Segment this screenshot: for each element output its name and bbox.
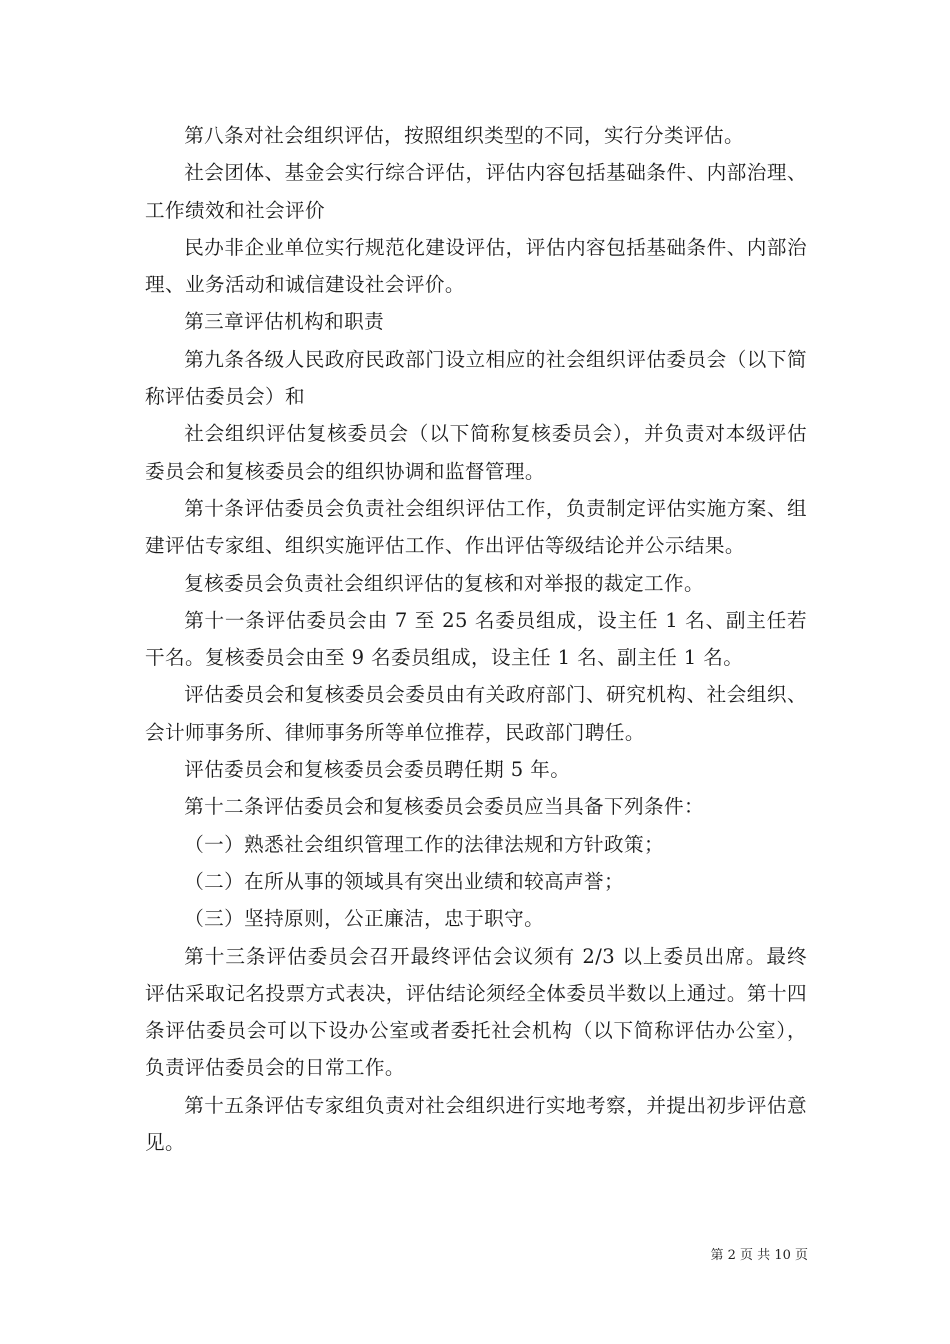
paragraph-article-9: 第九条各级人民政府民政部门设立相应的社会组织评估委员会（以下简称评估委员会）和 — [145, 347, 807, 409]
list-item-condition-3: （三）坚持原则，公正廉洁，忠于职守。 — [184, 907, 545, 931]
paragraph-article-13-14: 第十三条评估委员会召开最终评估会议须有 2/3 以上委员出席。最终评估采取记名投票方式表决，评估结论须经全体委员半数以上通过。第十四条评估委员会可以下设办公室或者委托社会机构（以下简称评估办公室），负责评估委员会的日常工作。 — [145, 944, 807, 1080]
list-item-condition-2: （二）在所从事的领域具有突出业绩和较高声誉； — [184, 869, 625, 893]
paragraph-article-15: 第十五条评估专家组负责对社会组织进行实地考察，并提出初步评估意见。 — [145, 1093, 807, 1155]
paragraph-social-groups-evaluation: 社会团体、基金会实行综合评估，评估内容包括基础条件、内部治理、工作绩效和社会评价 — [145, 161, 807, 222]
chapter-3-heading: 第三章评估机构和职责 — [184, 310, 385, 334]
paragraph-article-12: 第十二条评估委员会和复核委员会委员应当具备下列条件： — [184, 795, 705, 819]
document-body — [145, 117, 807, 1161]
list-item-condition-1: （一）熟悉社会组织管理工作的法律法规和方针政策； — [184, 832, 665, 856]
paragraph-article-11: 第十一条评估委员会由 7 至 25 名委员组成，设主任 1 名、副主任若干名。复核委员会由至 9 名委员组成，设主任 1 名、副主任 1 名。 — [145, 608, 807, 670]
paragraph-members-source: 评估委员会和复核委员会委员由有关政府部门、研究机构、社会组织、会计师事务所、律师事务所等单位推荐，民政部门聘任。 — [145, 683, 807, 744]
paragraph-private-units-evaluation: 民办非企业单位实行规范化建设评估，评估内容包括基础条件、内部治理、业务活动和诚信建设社会评价。 — [145, 235, 807, 297]
paragraph-article-8: 第八条对社会组织评估，按照组织类型的不同，实行分类评估。 — [184, 124, 745, 147]
paragraph-review-committee: 社会组织评估复核委员会（以下简称复核委员会），并负责对本级评估委员会和复核委员会的组织协调和监督管理。 — [145, 422, 807, 483]
page-number-footer: 第 2 页 共 10 页 — [710, 1248, 808, 1263]
paragraph-article-10: 第十条评估委员会负责社会组织评估工作，负责制定评估实施方案、组建评估专家组、组织实施评估工作、作出评估等级结论并公示结果。 — [145, 496, 807, 558]
paragraph-review-duties: 复核委员会负责社会组织评估的复核和对举报的裁定工作。 — [184, 571, 705, 595]
paragraph-term: 评估委员会和复核委员会委员聘任期 5 年。 — [184, 758, 571, 782]
